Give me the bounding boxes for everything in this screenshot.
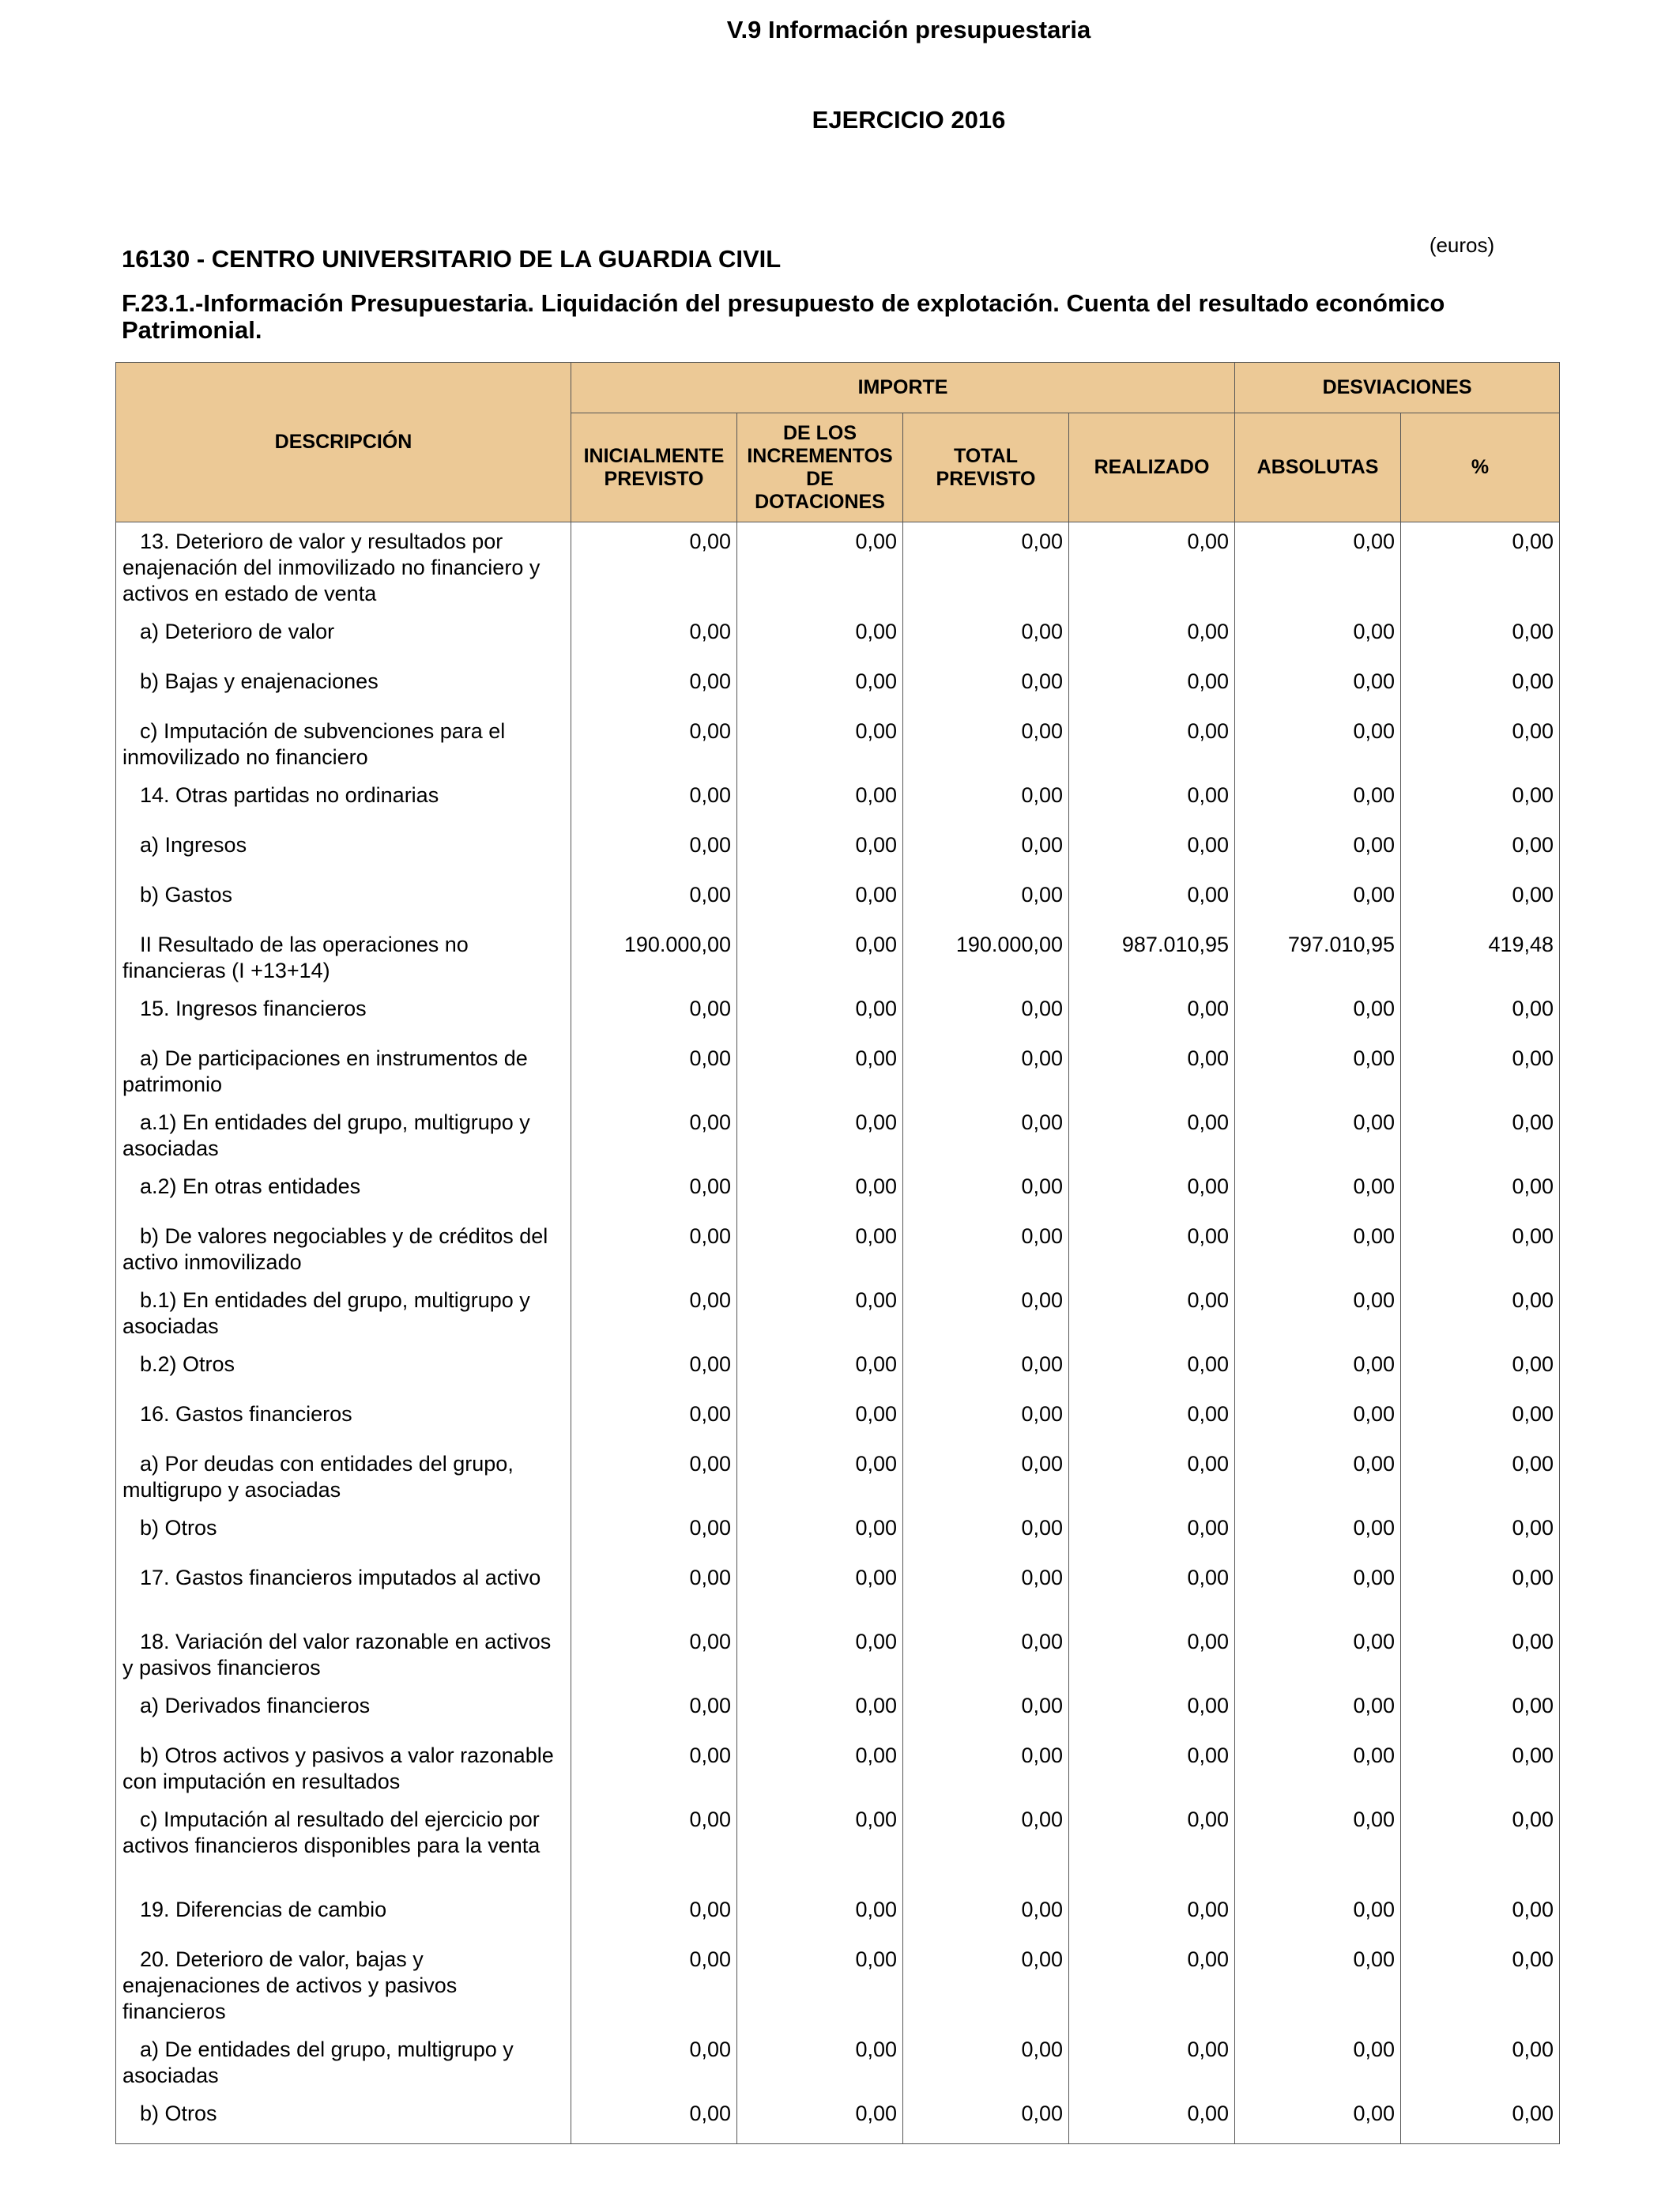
cell-porcentaje: 0,00: [1401, 1445, 1560, 1509]
cell-absolutas: 0,00: [1235, 1623, 1401, 1687]
cell-total-previsto: 0,00: [903, 712, 1069, 776]
cell-incrementos: 0,00: [737, 1345, 903, 1395]
header-realizado: REALIZADO: [1069, 413, 1235, 522]
cell-incrementos: 0,00: [737, 1623, 903, 1687]
cell-inicialmente-previsto: 0,00: [571, 1891, 737, 1940]
cell-incrementos: 0,00: [737, 712, 903, 776]
table-row: [116, 712, 1560, 776]
header-incrementos: DE LOS INCREMENTOS DE DOTACIONES: [737, 413, 903, 522]
cell-incrementos: 0,00: [737, 1445, 903, 1509]
table-row: [116, 1217, 1560, 1281]
cell-porcentaje: 0,00: [1401, 613, 1560, 662]
cell-inicialmente-previsto: 0,00: [571, 990, 737, 1039]
cell-porcentaje: 0,00: [1401, 1509, 1560, 1559]
cell-realizado: 0,00: [1069, 1940, 1235, 2030]
cell-realizado: 0,00: [1069, 1281, 1235, 1345]
cell-incrementos: 0,00: [737, 1891, 903, 1940]
row-description: a.1) En entidades del grupo, multigrupo y asociadas: [116, 1103, 571, 1167]
row-description: 17. Gastos financieros imputados al activo: [116, 1559, 571, 1623]
row-description: 20. Deterioro de valor, bajas y enajenaciones de activos y pasivos financieros: [116, 1940, 571, 2030]
cell-porcentaje: 0,00: [1401, 1940, 1560, 2030]
cell-total-previsto: 0,00: [903, 876, 1069, 925]
budget-table: [115, 362, 1560, 2144]
cell-total-previsto: 0,00: [903, 1800, 1069, 1891]
table-row: [116, 1687, 1560, 1736]
cell-total-previsto: 0,00: [903, 613, 1069, 662]
header-porcentaje: %: [1401, 413, 1560, 522]
cell-realizado: 0,00: [1069, 662, 1235, 712]
cell-total-previsto: 0,00: [903, 990, 1069, 1039]
cell-total-previsto: 0,00: [903, 2030, 1069, 2094]
cell-porcentaje: 0,00: [1401, 1167, 1560, 1217]
cell-total-previsto: 0,00: [903, 1687, 1069, 1736]
table-row: [116, 2030, 1560, 2094]
table-row: [116, 1800, 1560, 1891]
cell-inicialmente-previsto: 0,00: [571, 1940, 737, 2030]
cell-realizado: 0,00: [1069, 1217, 1235, 1281]
row-description: 13. Deterioro de valor y resultados por enajenación del inmovilizado no financiero y activos en estado de venta: [116, 522, 571, 613]
cell-incrementos: 0,00: [737, 826, 903, 876]
table-row: [116, 876, 1560, 925]
cell-porcentaje: 0,00: [1401, 522, 1560, 613]
cell-porcentaje: 0,00: [1401, 712, 1560, 776]
cell-incrementos: 0,00: [737, 662, 903, 712]
cell-porcentaje: 0,00: [1401, 1891, 1560, 1940]
cell-inicialmente-previsto: 0,00: [571, 1736, 737, 1800]
cell-absolutas: 0,00: [1235, 826, 1401, 876]
table-body: [116, 522, 1560, 2144]
row-description: b.1) En entidades del grupo, multigrupo y asociadas: [116, 1281, 571, 1345]
table-row: [116, 1103, 1560, 1167]
cell-porcentaje: 0,00: [1401, 1687, 1560, 1736]
cell-realizado: 0,00: [1069, 1736, 1235, 1800]
cell-realizado: 0,00: [1069, 1445, 1235, 1509]
cell-porcentaje: 0,00: [1401, 1345, 1560, 1395]
cell-realizado: 0,00: [1069, 1559, 1235, 1623]
cell-absolutas: 0,00: [1235, 1940, 1401, 2030]
cell-incrementos: 0,00: [737, 1167, 903, 1217]
table-row: [116, 1039, 1560, 1103]
cell-absolutas: 0,00: [1235, 1345, 1401, 1395]
table-row: [116, 1509, 1560, 1559]
cell-inicialmente-previsto: 0,00: [571, 1800, 737, 1891]
table-row: [116, 1345, 1560, 1395]
table-row: [116, 1395, 1560, 1445]
cell-realizado: 0,00: [1069, 1891, 1235, 1940]
cell-realizado: 0,00: [1069, 1800, 1235, 1891]
cell-inicialmente-previsto: 0,00: [571, 1559, 737, 1623]
cell-total-previsto: 0,00: [903, 1736, 1069, 1800]
cell-total-previsto: 0,00: [903, 1345, 1069, 1395]
cell-incrementos: 0,00: [737, 1039, 903, 1103]
cell-inicialmente-previsto: 0,00: [571, 1623, 737, 1687]
cell-porcentaje: 0,00: [1401, 1103, 1560, 1167]
cell-absolutas: 0,00: [1235, 1167, 1401, 1217]
cell-absolutas: 0,00: [1235, 613, 1401, 662]
row-description: b) Gastos: [116, 876, 571, 925]
row-description: b) De valores negociables y de créditos del activo inmovilizado: [116, 1217, 571, 1281]
cell-total-previsto: 0,00: [903, 1940, 1069, 2030]
cell-realizado: 0,00: [1069, 1395, 1235, 1445]
cell-inicialmente-previsto: 0,00: [571, 826, 737, 876]
cell-total-previsto: 0,00: [903, 826, 1069, 876]
row-description: 18. Variación del valor razonable en activos y pasivos financieros: [116, 1623, 571, 1687]
header-absolutas: ABSOLUTAS: [1235, 413, 1401, 522]
cell-inicialmente-previsto: 0,00: [571, 613, 737, 662]
cell-total-previsto: 0,00: [903, 1623, 1069, 1687]
cell-inicialmente-previsto: 0,00: [571, 2094, 737, 2144]
cell-realizado: 0,00: [1069, 1623, 1235, 1687]
cell-realizado: 0,00: [1069, 990, 1235, 1039]
cell-absolutas: 0,00: [1235, 1736, 1401, 1800]
cell-realizado: 0,00: [1069, 1345, 1235, 1395]
cell-incrementos: 0,00: [737, 1281, 903, 1345]
cell-porcentaje: 0,00: [1401, 1039, 1560, 1103]
cell-total-previsto: 0,00: [903, 1395, 1069, 1445]
header-desviaciones: DESVIACIONES: [1235, 363, 1560, 413]
exercise-year: EJERCICIO 2016: [812, 106, 1006, 134]
header-importe: IMPORTE: [571, 363, 1235, 413]
table-row: [116, 1445, 1560, 1509]
cell-incrementos: 0,00: [737, 925, 903, 990]
cell-total-previsto: 0,00: [903, 776, 1069, 826]
cell-porcentaje: 0,00: [1401, 2094, 1560, 2144]
row-description: a.2) En otras entidades: [116, 1167, 571, 1217]
cell-absolutas: 0,00: [1235, 990, 1401, 1039]
cell-realizado: 0,00: [1069, 2030, 1235, 2094]
cell-total-previsto: 190.000,00: [903, 925, 1069, 990]
table-row: [116, 1167, 1560, 1217]
cell-porcentaje: 0,00: [1401, 1281, 1560, 1345]
cell-realizado: 987.010,95: [1069, 925, 1235, 990]
cell-porcentaje: 0,00: [1401, 1559, 1560, 1623]
table-row: [116, 776, 1560, 826]
cell-absolutas: 0,00: [1235, 1281, 1401, 1345]
cell-incrementos: 0,00: [737, 1800, 903, 1891]
cell-absolutas: 797.010,95: [1235, 925, 1401, 990]
row-description: 15. Ingresos financieros: [116, 990, 571, 1039]
table-row: [116, 2094, 1560, 2144]
cell-absolutas: 0,00: [1235, 1800, 1401, 1891]
cell-realizado: 0,00: [1069, 1167, 1235, 1217]
row-description: 19. Diferencias de cambio: [116, 1891, 571, 1940]
cell-total-previsto: 0,00: [903, 1445, 1069, 1509]
cell-porcentaje: 0,00: [1401, 1623, 1560, 1687]
cell-porcentaje: 0,00: [1401, 826, 1560, 876]
cell-inicialmente-previsto: 0,00: [571, 1167, 737, 1217]
cell-absolutas: 0,00: [1235, 1891, 1401, 1940]
table-row: [116, 1281, 1560, 1345]
header-descripcion: DESCRIPCIÓN: [116, 363, 571, 522]
row-description: 16. Gastos financieros: [116, 1395, 571, 1445]
cell-inicialmente-previsto: 190.000,00: [571, 925, 737, 990]
table-row: [116, 662, 1560, 712]
cell-absolutas: 0,00: [1235, 522, 1401, 613]
cell-incrementos: 0,00: [737, 1217, 903, 1281]
cell-incrementos: 0,00: [737, 522, 903, 613]
cell-realizado: 0,00: [1069, 826, 1235, 876]
cell-inicialmente-previsto: 0,00: [571, 522, 737, 613]
cell-absolutas: 0,00: [1235, 1687, 1401, 1736]
row-description: a) Derivados financieros: [116, 1687, 571, 1736]
cell-total-previsto: 0,00: [903, 1559, 1069, 1623]
cell-absolutas: 0,00: [1235, 1395, 1401, 1445]
cell-absolutas: 0,00: [1235, 712, 1401, 776]
table-row: [116, 522, 1560, 613]
cell-total-previsto: 0,00: [903, 1281, 1069, 1345]
cell-inicialmente-previsto: 0,00: [571, 1445, 737, 1509]
cell-total-previsto: 0,00: [903, 1891, 1069, 1940]
table-row: [116, 925, 1560, 990]
cell-total-previsto: 0,00: [903, 1103, 1069, 1167]
cell-inicialmente-previsto: 0,00: [571, 1281, 737, 1345]
cell-porcentaje: 0,00: [1401, 776, 1560, 826]
table-row: [116, 990, 1560, 1039]
cell-inicialmente-previsto: 0,00: [571, 1217, 737, 1281]
cell-absolutas: 0,00: [1235, 776, 1401, 826]
cell-absolutas: 0,00: [1235, 2094, 1401, 2144]
cell-incrementos: 0,00: [737, 990, 903, 1039]
cell-realizado: 0,00: [1069, 876, 1235, 925]
cell-absolutas: 0,00: [1235, 1559, 1401, 1623]
row-description: b) Otros activos y pasivos a valor razonable con imputación en resultados: [116, 1736, 571, 1800]
cell-incrementos: 0,00: [737, 2094, 903, 2144]
cell-incrementos: 0,00: [737, 1509, 903, 1559]
cell-inicialmente-previsto: 0,00: [571, 1395, 737, 1445]
row-description: c) Imputación de subvenciones para el inmovilizado no financiero: [116, 712, 571, 776]
cell-incrementos: 0,00: [737, 1940, 903, 2030]
cell-realizado: 0,00: [1069, 613, 1235, 662]
cell-incrementos: 0,00: [737, 613, 903, 662]
cell-total-previsto: 0,00: [903, 2094, 1069, 2144]
row-description: 14. Otras partidas no ordinarias: [116, 776, 571, 826]
cell-porcentaje: 0,00: [1401, 876, 1560, 925]
cell-incrementos: 0,00: [737, 1559, 903, 1623]
cell-incrementos: 0,00: [737, 2030, 903, 2094]
cell-realizado: 0,00: [1069, 1039, 1235, 1103]
row-description: c) Imputación al resultado del ejercicio por activos financieros disponibles para la venta: [116, 1800, 571, 1891]
cell-porcentaje: 419,48: [1401, 925, 1560, 990]
row-description: II Resultado de las operaciones no financieras (I +13+14): [116, 925, 571, 990]
cell-incrementos: 0,00: [737, 876, 903, 925]
cell-inicialmente-previsto: 0,00: [571, 1509, 737, 1559]
cell-porcentaje: 0,00: [1401, 1736, 1560, 1800]
cell-inicialmente-previsto: 0,00: [571, 776, 737, 826]
table-row: [116, 1559, 1560, 1623]
cell-total-previsto: 0,00: [903, 1039, 1069, 1103]
cell-porcentaje: 0,00: [1401, 1800, 1560, 1891]
row-description: b.2) Otros: [116, 1345, 571, 1395]
cell-inicialmente-previsto: 0,00: [571, 1103, 737, 1167]
cell-total-previsto: 0,00: [903, 522, 1069, 613]
cell-inicialmente-previsto: 0,00: [571, 1687, 737, 1736]
cell-incrementos: 0,00: [737, 1395, 903, 1445]
cell-porcentaje: 0,00: [1401, 662, 1560, 712]
header-total-previsto: TOTAL PREVISTO: [903, 413, 1069, 522]
cell-inicialmente-previsto: 0,00: [571, 1039, 737, 1103]
cell-realizado: 0,00: [1069, 1509, 1235, 1559]
row-description: b) Otros: [116, 1509, 571, 1559]
cell-realizado: 0,00: [1069, 776, 1235, 826]
table-row: [116, 826, 1560, 876]
cell-incrementos: 0,00: [737, 1736, 903, 1800]
table-row: [116, 613, 1560, 662]
cell-absolutas: 0,00: [1235, 2030, 1401, 2094]
cell-absolutas: 0,00: [1235, 1217, 1401, 1281]
cell-total-previsto: 0,00: [903, 662, 1069, 712]
cell-realizado: 0,00: [1069, 1687, 1235, 1736]
cell-realizado: 0,00: [1069, 1103, 1235, 1167]
cell-incrementos: 0,00: [737, 1103, 903, 1167]
cell-total-previsto: 0,00: [903, 1509, 1069, 1559]
cell-absolutas: 0,00: [1235, 1509, 1401, 1559]
cell-inicialmente-previsto: 0,00: [571, 1345, 737, 1395]
cell-porcentaje: 0,00: [1401, 1217, 1560, 1281]
row-description: a) De entidades del grupo, multigrupo y asociadas: [116, 2030, 571, 2094]
cell-realizado: 0,00: [1069, 2094, 1235, 2144]
cell-realizado: 0,00: [1069, 522, 1235, 613]
cell-inicialmente-previsto: 0,00: [571, 712, 737, 776]
cell-incrementos: 0,00: [737, 1687, 903, 1736]
cell-porcentaje: 0,00: [1401, 1395, 1560, 1445]
row-description: a) Por deudas con entidades del grupo, multigrupo y asociadas: [116, 1445, 571, 1509]
table-row: [116, 1623, 1560, 1687]
cell-porcentaje: 0,00: [1401, 990, 1560, 1039]
section-title: F.23.1.-Información Presupuestaria. Liquidación del presupuesto de explotación. Cuenta del resultado económico Patrimonial.: [122, 289, 1445, 344]
cell-absolutas: 0,00: [1235, 662, 1401, 712]
row-description: b) Otros: [116, 2094, 571, 2144]
cell-absolutas: 0,00: [1235, 1445, 1401, 1509]
table-row: [116, 1891, 1560, 1940]
table-row: [116, 1940, 1560, 2030]
cell-inicialmente-previsto: 0,00: [571, 876, 737, 925]
document-title: V.9 Información presupuestaria: [726, 16, 1091, 43]
row-description: a) Ingresos: [116, 826, 571, 876]
cell-absolutas: 0,00: [1235, 876, 1401, 925]
cell-inicialmente-previsto: 0,00: [571, 2030, 737, 2094]
row-description: a) De participaciones en instrumentos de patrimonio: [116, 1039, 571, 1103]
cell-absolutas: 0,00: [1235, 1103, 1401, 1167]
cell-porcentaje: 0,00: [1401, 2030, 1560, 2094]
cell-absolutas: 0,00: [1235, 1039, 1401, 1103]
cell-incrementos: 0,00: [737, 776, 903, 826]
entity-name: 16130 - CENTRO UNIVERSITARIO DE LA GUARDIA CIVIL: [122, 245, 782, 273]
header-inicialmente-previsto: INICIALMENTE PREVISTO: [571, 413, 737, 522]
cell-total-previsto: 0,00: [903, 1167, 1069, 1217]
table-row: [116, 1736, 1560, 1800]
currency-units: (euros): [1429, 233, 1495, 257]
cell-realizado: 0,00: [1069, 712, 1235, 776]
cell-total-previsto: 0,00: [903, 1217, 1069, 1281]
row-description: b) Bajas y enajenaciones: [116, 662, 571, 712]
cell-inicialmente-previsto: 0,00: [571, 662, 737, 712]
row-description: a) Deterioro de valor: [116, 613, 571, 662]
